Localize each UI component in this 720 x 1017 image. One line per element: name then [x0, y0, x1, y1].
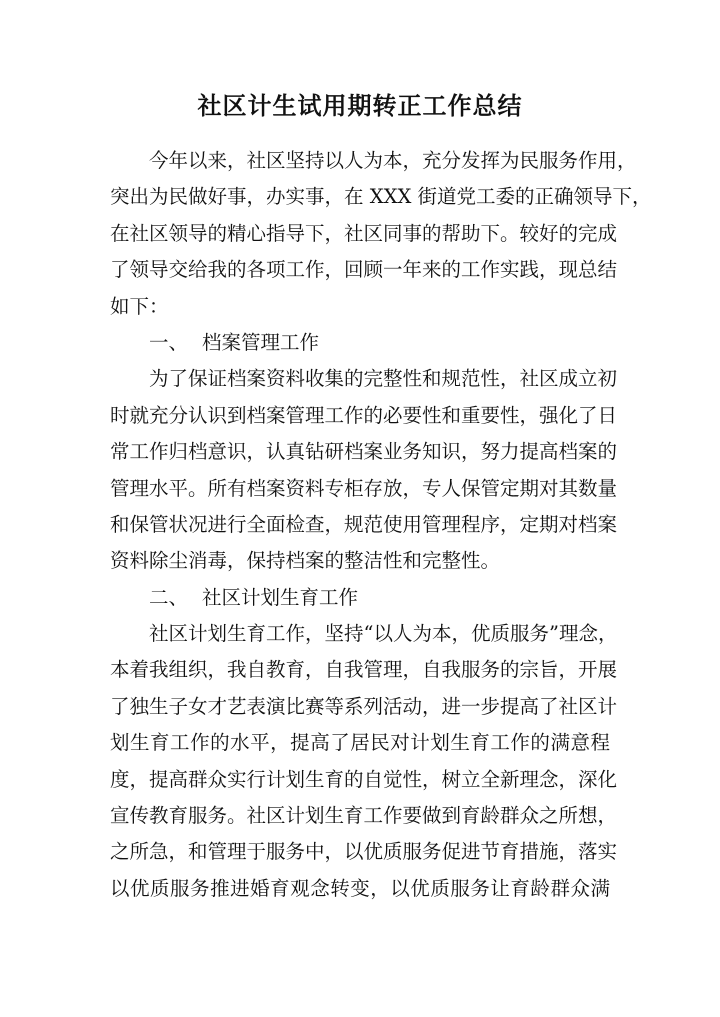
- paragraph-line: 资料除尘消毒，保持档案的整洁性和完整性。: [110, 549, 501, 573]
- section-title: 社区计划生育工作: [202, 585, 359, 609]
- paragraph-line: 时就充分认识到档案管理工作的必要性和重要性，强化了日: [110, 403, 618, 427]
- intro-line: 如下：: [110, 294, 169, 318]
- intro-line: 今年以来，社区坚持以人为本，充分发挥为民服务作用，: [149, 149, 637, 172]
- section-heading: [110, 580, 610, 616]
- paragraph-line: 度，提高群众实行计划生育的自觉性，树立全新理念，深化: [110, 767, 618, 791]
- paragraph-line: 为了保证档案资料收集的完整性和规范性，社区成立初: [149, 367, 618, 391]
- paragraph-line: 了独生子女才艺表演比赛等系列活动，进一步提高了社区计: [110, 694, 618, 718]
- paragraph-line: 常工作归档意识，认真钻研档案业务知识，努力提高档案的: [110, 440, 618, 464]
- paragraph-line: 宣传教育服务。社区计划生育工作要做到育龄群众之所想，: [110, 804, 618, 828]
- intro-line: 了领导交给我的各项工作，回顾一年来的工作实践，现总结: [110, 258, 618, 282]
- section-number: 一、: [149, 330, 189, 354]
- section-number: 二、: [149, 585, 189, 609]
- intro-line: 在社区领导的精心指导下，社区同事的帮助下。较好的完成: [110, 221, 618, 245]
- document-title: 社区计生试用期转正工作总结: [197, 92, 523, 120]
- paragraph-line: 管理水平。所有档案资料专柜存放，专人保管定期对其数量: [110, 476, 618, 500]
- paragraph-line: 本着我组织，我自教育，自我管理，自我服务的宗旨，开展: [110, 658, 618, 682]
- document-body: [110, 143, 652, 907]
- section-title: 档案管理工作: [202, 330, 320, 354]
- paragraph-line: 以优质服务推进婚育观念转变，以优质服务让育龄群众满: [110, 876, 610, 900]
- paragraph-line: 和保管状况进行全面检查，规范使用管理程序，定期对档案: [110, 512, 618, 536]
- section-heading: [110, 325, 610, 361]
- intro-line: 突出为民做好事，办实事，在 XXX 街道党工委的正确领导下，: [110, 185, 652, 209]
- paragraph-line: 之所急，和管理于服务中，以优质服务促进节育措施，落实: [110, 840, 618, 864]
- paragraph-line: 划生育工作的水平，提高了居民对计划生育工作的满意程: [110, 731, 610, 755]
- paragraph-line: 社区计划生育工作，坚持“以人为本，优质服务”理念，: [149, 622, 618, 646]
